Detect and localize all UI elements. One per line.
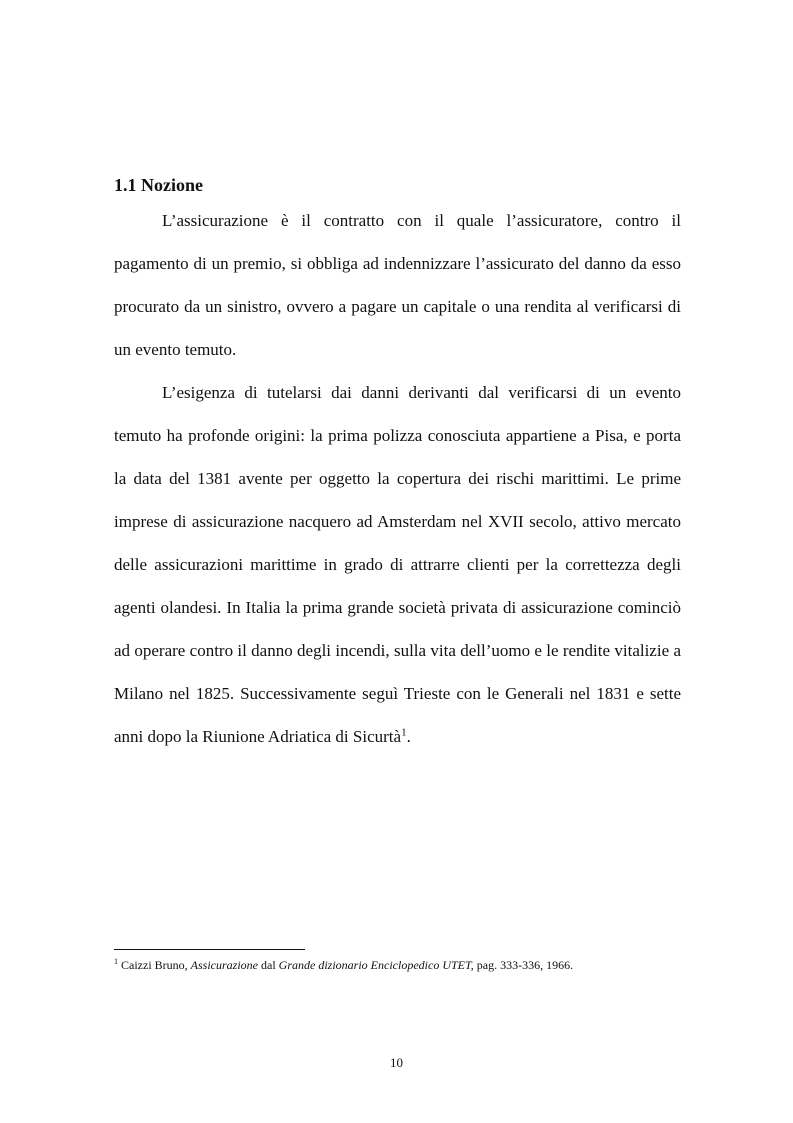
footnote-title: Assicurazione: [190, 958, 258, 972]
footnote-details: pag. 333-336, 1966.: [473, 958, 574, 972]
paragraph-history-text: L’esigenza di tutelarsi dai danni derivanti dal verificarsi di un evento temuto ha profonde origini: la prima polizza conosciuta appartiene a Pisa, e porta la data del 1381 avente per oggetto la copertura dei rischi marittimi. Le prime imprese di assicurazione nacquero ad Amsterdam nel XVII secolo, attivo mercato delle assicurazioni marittime in grado di attrarre clienti per la correttezza degli agenti olandesi. In Italia la prima grande società privata di assicurazione cominciò ad operare contro il danno degli incendi, sulla vita dell’uomo e le rendite vitalizie a Milano nel 1825. Successivamente seguì Trieste con le Generali nel 1831 e sette anni dopo la Riunione Adriatica di Sicurtà: [114, 383, 681, 746]
footnote-reference[interactable]: 1: [401, 726, 407, 739]
paragraph-history: [114, 371, 681, 758]
paragraph-history-end: .: [406, 727, 411, 746]
footnote-connector: dal: [258, 958, 279, 972]
paragraph-definition: L’assicurazione è il contratto con il quale l’assicuratore, contro il pagamento di un premio, si obbliga ad indennizzare l’assicurato del danno da esso procurato da un sinistro, ovvero a pagare un capitale o una rendita al verificarsi di un evento temuto.: [114, 211, 681, 359]
footnote-source: Grande dizionario Enciclopedico UTET,: [278, 958, 474, 972]
footnote: [114, 957, 684, 973]
page-number: 10: [390, 1055, 403, 1070]
footnote-separator: [114, 949, 305, 950]
footnote-author: Caizzi Bruno,: [118, 958, 191, 972]
section-heading: 1.1 Nozione: [114, 175, 203, 195]
footnote-mark: 1: [114, 957, 118, 966]
